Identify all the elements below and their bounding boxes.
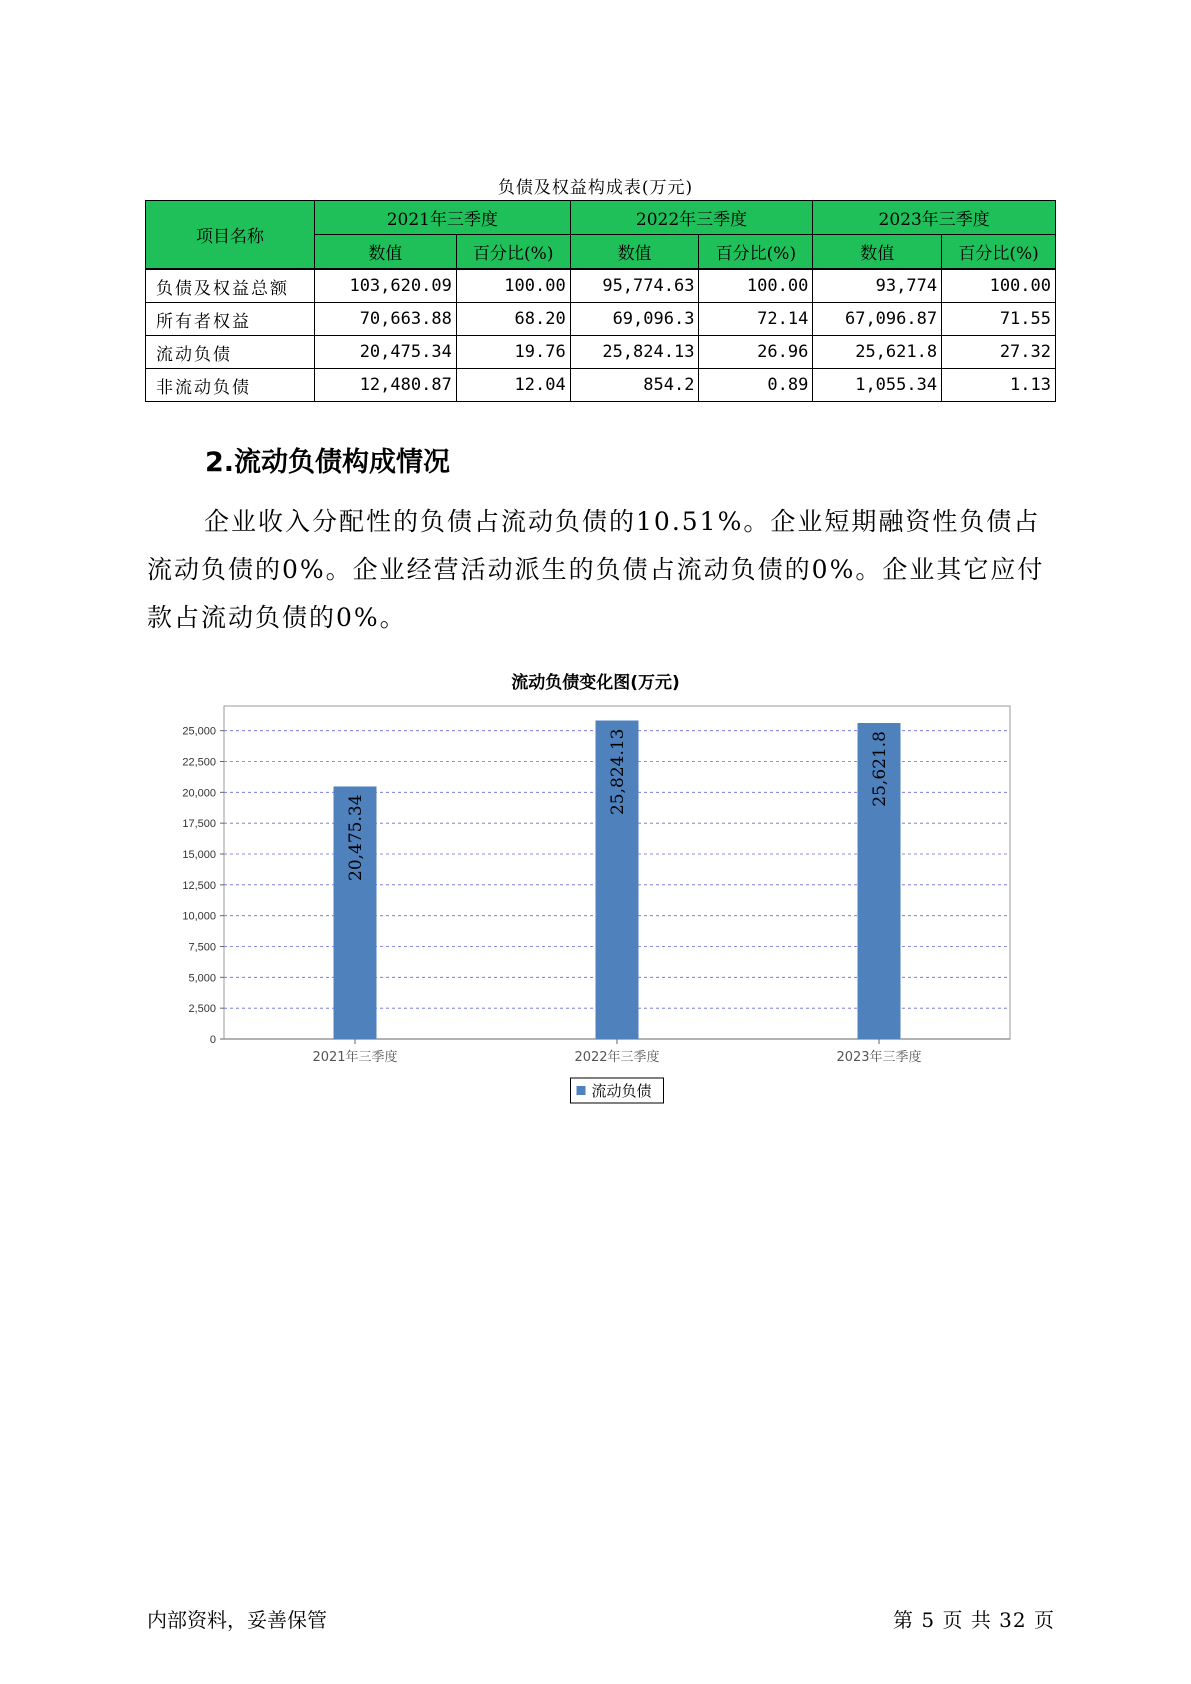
footer-page-number: 第 5 页 共 32 页 [893,1608,1055,1632]
data-label: 20,475.34 [346,794,366,882]
section-title: 2.流动负债构成情况 [205,447,451,478]
cell-percent: 100.00 [942,269,1056,303]
table-caption: 负债及权益构成表(万元) [497,178,694,198]
cell-value: 69,096.3 [570,303,699,336]
chart-title: 流动负债变化图(万元) [511,673,680,693]
data-label: 25,621.8 [870,730,890,807]
y-tick-label: 20,000 [182,787,216,800]
y-tick-label: 12,500 [182,879,216,892]
cell-value: 20,475.34 [315,336,457,369]
subheader-value: 数值 [813,235,942,270]
row-name: 负债及权益总额 [146,269,315,303]
y-tick-label: 17,500 [182,818,216,831]
y-tick-label: 22,500 [182,756,216,769]
cell-percent: 71.55 [942,303,1056,336]
subheader-percent: 百分比(%) [699,235,813,270]
cell-percent: 72.14 [699,303,813,336]
liabilities-equity-table [145,200,1056,402]
table-row [146,369,1056,402]
legend-swatch [577,1086,586,1095]
row-name: 流动负债 [146,336,315,369]
cell-percent: 100.00 [456,269,570,303]
header-period-2021: 2021年三季度 [315,201,571,235]
y-tick-label: 15,000 [182,849,216,861]
cell-percent: 100.00 [699,269,813,303]
cell-value: 854.2 [570,369,699,402]
cell-percent: 27.32 [942,336,1056,369]
y-tick-label: 2,500 [188,1003,216,1016]
subheader-value: 数值 [570,235,699,270]
x-tick-label: 2021年三季度 [312,1050,398,1065]
table-row [146,336,1056,369]
current-liabilities-chart [160,700,1040,1120]
x-tick-label: 2023年三季度 [836,1050,922,1065]
header-item-name: 项目名称 [146,201,315,270]
y-tick-label: 10,000 [182,910,216,923]
cell-value: 95,774.63 [570,269,699,303]
row-name: 非流动负债 [146,369,315,402]
cell-value: 103,620.09 [315,269,457,303]
cell-value: 70,663.88 [315,303,457,336]
legend-label: 流动负债 [591,1082,652,1100]
y-tick-label: 5,000 [188,972,216,985]
x-tick-label: 2022年三季度 [574,1050,660,1065]
y-tick-label: 7,500 [188,941,216,954]
cell-percent: 0.89 [699,369,813,402]
cell-percent: 68.20 [456,303,570,336]
table-row [146,269,1056,303]
cell-value: 25,621.8 [813,336,942,369]
data-label: 25,824.13 [608,728,628,816]
cell-value: 1,055.34 [813,369,942,402]
cell-percent: 12.04 [456,369,570,402]
cell-value: 93,774 [813,269,942,303]
subheader-percent: 百分比(%) [942,235,1056,270]
table-row [146,303,1056,336]
cell-percent: 1.13 [942,369,1056,402]
cell-value: 25,824.13 [570,336,699,369]
header-period-2023: 2023年三季度 [813,201,1056,235]
cell-value: 12,480.87 [315,369,457,402]
subheader-value: 数值 [315,235,457,270]
subheader-percent: 百分比(%) [456,235,570,270]
row-name: 所有者权益 [146,303,315,336]
cell-percent: 19.76 [456,336,570,369]
footer-confidential: 内部资料，妥善保管 [147,1608,327,1632]
header-period-2022: 2022年三季度 [570,201,813,235]
cell-value: 67,096.87 [813,303,942,336]
body-paragraph: 企业收入分配性的负债占流动负债的10.51%。企业短期融资性负债占流动负债的0%。企业经营活动派生的负债占流动负债的0%。企业其它应付款占流动负债的0%。 [147,507,1045,632]
cell-percent: 26.96 [699,336,813,369]
y-tick-label: 25,000 [182,725,216,738]
y-tick-label: 0 [209,1034,216,1046]
